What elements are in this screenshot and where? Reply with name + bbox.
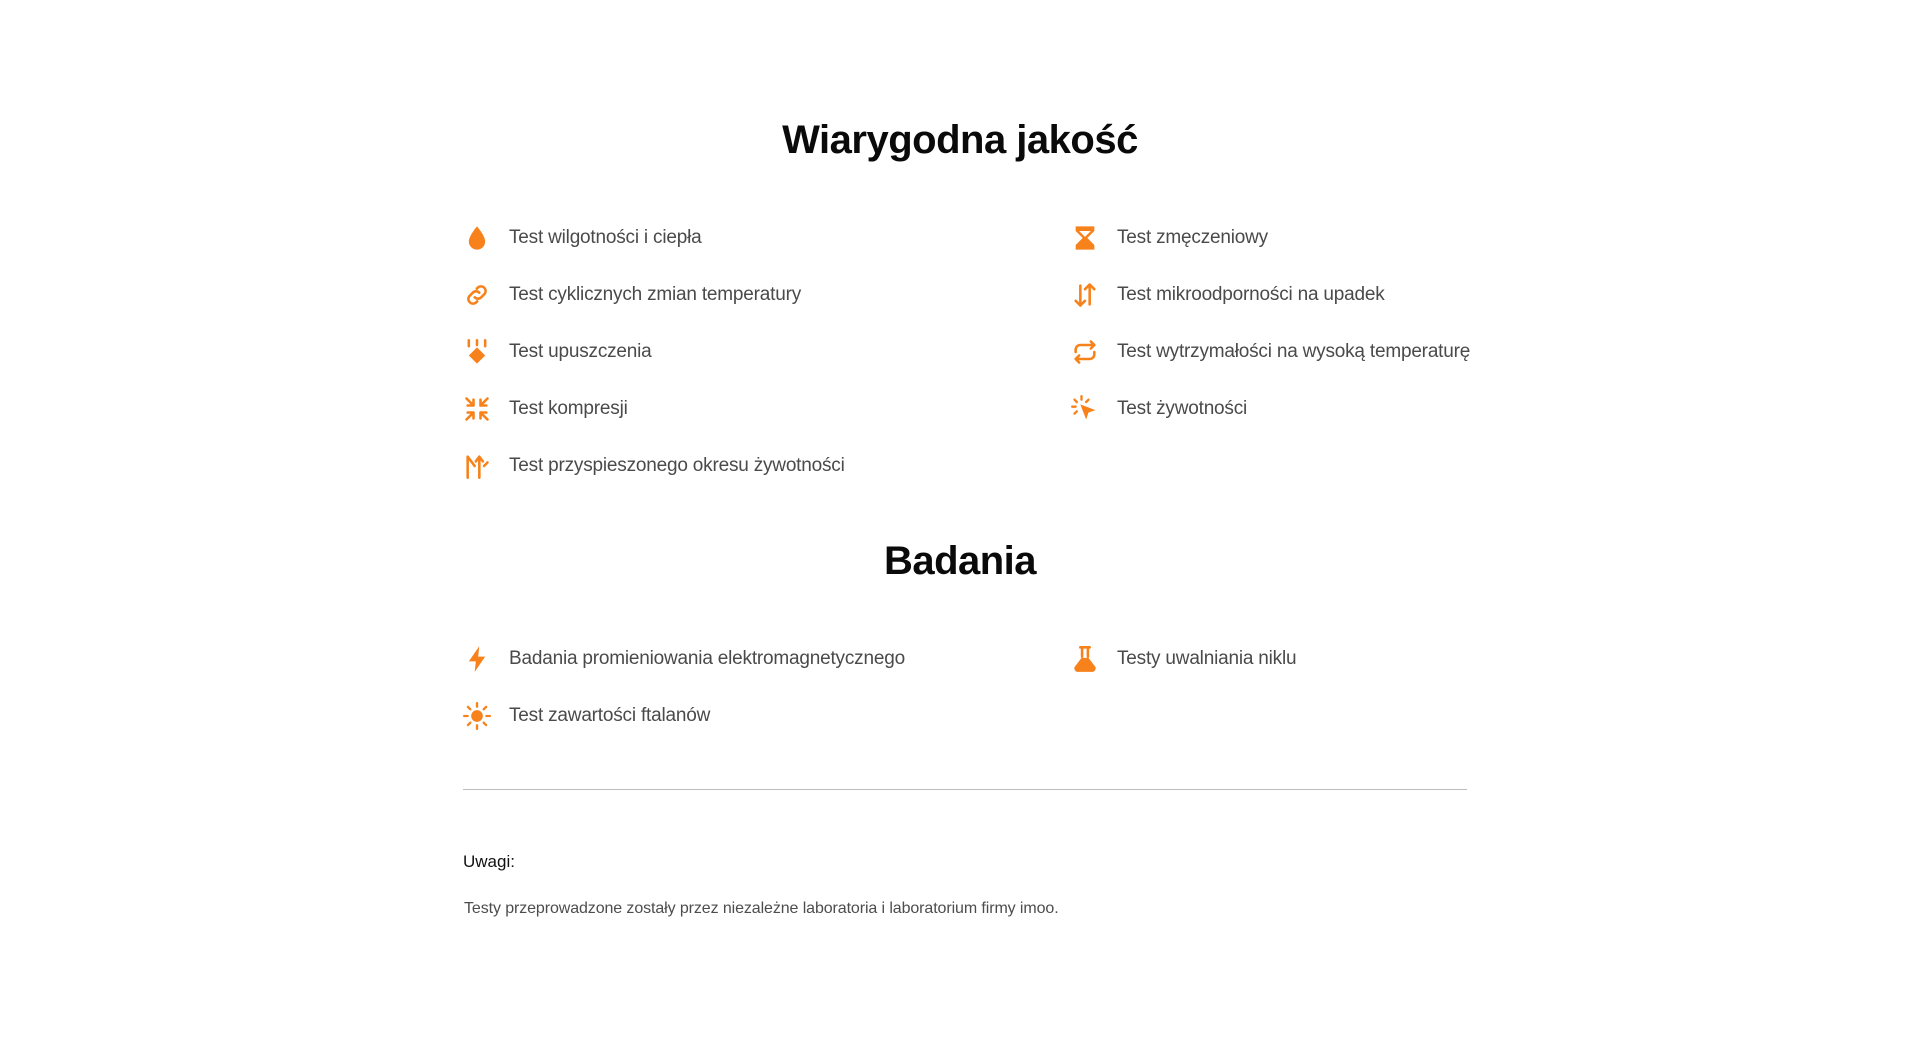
notes-text: Testy przeprowadzone zostały przez niezależne laboratoria i laboratorium firmy imoo. xyxy=(464,900,1059,917)
quality-item-compression xyxy=(462,389,628,429)
quality-item-micro-drop xyxy=(1070,275,1385,315)
quality-item-accelerated-life xyxy=(462,446,845,486)
quality-section-title: Wiarygodna jakość xyxy=(782,118,1138,162)
quality-item-label: Test zmęczeniowy xyxy=(1117,227,1268,248)
quality-item-label: Test cyklicznych zmian temperatury xyxy=(509,284,802,305)
compress-icon xyxy=(462,394,492,424)
quality-item-drop xyxy=(462,332,652,372)
research-item-nickel xyxy=(1070,639,1296,679)
quality-item-fatigue xyxy=(1070,218,1268,258)
quality-item-label: Test mikroodporności na upadek xyxy=(1117,284,1385,305)
research-item-label: Badania promieniowania elektromagnetycznego xyxy=(509,648,905,669)
link-icon xyxy=(462,280,492,310)
accelerate-arrows-icon xyxy=(462,451,492,481)
quality-item-thermal-cycle xyxy=(462,275,801,315)
drop-impact-icon xyxy=(462,337,492,367)
research-section-title: Badania xyxy=(883,539,1037,583)
quality-item-humidity xyxy=(462,218,701,258)
quality-item-high-temp xyxy=(1070,332,1470,372)
up-down-arrows-icon xyxy=(1070,280,1100,310)
water-drop-icon xyxy=(462,223,492,253)
quality-item-label: Test wilgotności i ciepła xyxy=(509,227,702,248)
notes-title: Uwagi: xyxy=(463,852,515,871)
lightning-icon xyxy=(462,644,492,674)
hourglass-icon xyxy=(1070,223,1100,253)
repeat-icon xyxy=(1070,337,1100,367)
quality-item-label: Test wytrzymałości na wysoką temperaturę xyxy=(1117,341,1471,362)
quality-item-lifetime xyxy=(1070,389,1247,429)
research-item-label: Testy uwalniania niklu xyxy=(1117,648,1297,669)
sun-icon xyxy=(462,701,492,731)
quality-item-label: Test przyspieszonego okresu żywotności xyxy=(509,455,845,476)
quality-item-label: Test kompresji xyxy=(509,398,628,419)
quality-item-label: Test żywotności xyxy=(1117,398,1248,419)
research-item-emr xyxy=(462,639,905,679)
quality-item-label: Test upuszczenia xyxy=(509,341,652,362)
section-divider xyxy=(463,789,1467,790)
cursor-click-icon xyxy=(1070,394,1100,424)
research-item-phthalates xyxy=(462,696,710,736)
flask-icon xyxy=(1070,644,1100,674)
research-item-label: Test zawartości ftalanów xyxy=(509,705,711,726)
